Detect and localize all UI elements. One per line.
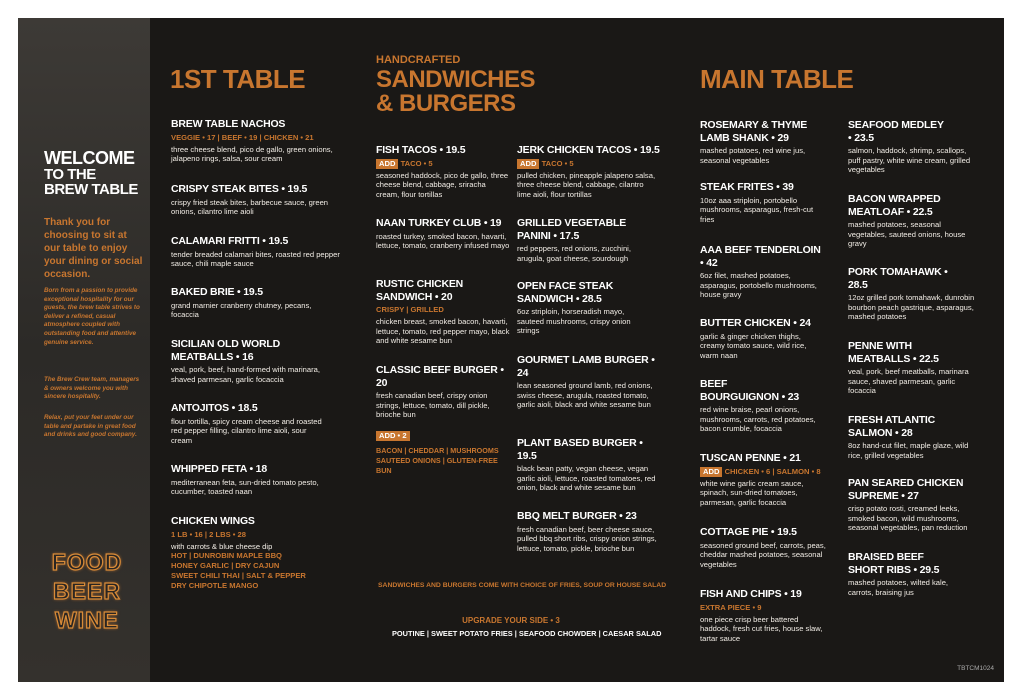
menu-item: [517, 437, 657, 493]
item-description: chicken breast, smoked bacon, havarti, lettuce, tomato, red pepper mayo, black and white sesame bun: [376, 317, 510, 346]
welcome-paragraph-1: Born from a passion to provide exceptional hospitality for our guests, the brew table strives to deliver a refined, casual atmosphere coupled with outstanding food and attentive genuine service.: [44, 287, 140, 346]
menu-item: [376, 278, 511, 346]
logo-beer: BEER: [53, 578, 121, 604]
menu-item: [517, 280, 647, 336]
menu-item: [848, 193, 973, 249]
item-description: mashed potatoes, seasonal vegetables, sauteed onions, house gravy: [848, 220, 966, 249]
item-description: veal, pork, beef, hand-formed with marinara, shaved parmesan, garlic focaccia: [171, 365, 320, 384]
item-description: roasted turkey, smoked bacon, havarti, lettuce, tomato, cranberry infused mayo: [376, 231, 510, 251]
item-description: crisp potato rosti, creamed leeks, smoked bacon, wild mushrooms, seasonal vegetables, pan reduction: [848, 504, 968, 533]
menu-item: [171, 515, 331, 591]
sandwiches-title-1: SANDWICHES: [376, 66, 536, 93]
burger-extras-2: SAUTEED ONIONS | GLUTEN-FREE BUN: [376, 455, 498, 475]
item-description: mediterranean feta, sun-dried tomato pesto, cucumber, toasted naan: [171, 477, 319, 497]
welcome-title: WELCOME TO THE BREW TABLE: [44, 148, 138, 198]
menu-item: [171, 183, 336, 217]
item-name: RUSTIC CHICKEN SANDWICH • 20: [376, 278, 464, 303]
menu-item: [848, 477, 976, 533]
item-description: crispy fried steak bites, barbecue sauce, green onions, cilantro lime aioli: [171, 197, 329, 217]
menu-item: [517, 144, 659, 199]
item-description: 6oz striploin, horseradish mayo, sauteed mushrooms, crispy onion strings: [517, 307, 631, 336]
welcome-subtitle-2: BREW TABLE: [44, 181, 138, 198]
wing-sauces-2: HONEY GARLIC | DRY CAJUN: [171, 561, 280, 571]
item-name: JERK CHICKEN TACOS • 19.5: [517, 144, 660, 156]
item-name: OPEN FACE STEAK SANDWICH • 28.5: [517, 280, 614, 305]
item-name: ROSEMARY & THYME LAMB SHANK • 29: [700, 119, 808, 144]
item-name: SICILIAN OLD WORLD MEATBALLS • 16: [171, 338, 280, 363]
logo-wine: WINE: [54, 607, 120, 633]
item-name: NAAN TURKEY CLUB • 19: [376, 217, 502, 229]
menu-item: [700, 244, 825, 300]
item-description: fresh canadian beef, crispy onion strings, lettuce, tomato, dill pickle, brioche bun: [376, 391, 490, 420]
item-name: BAKED BRIE • 19.5: [171, 286, 263, 298]
item-name: PORK TOMAHAWK • 28.5: [848, 266, 948, 291]
first-table-title: 1ST TABLE: [170, 64, 306, 94]
item-name: BEEF BOURGUIGNON • 23: [700, 378, 800, 403]
item-description: black bean patty, vegan cheese, vegan garlic aioli, lettuce, roasted tomatoes, red onion, black and white sesame bun: [517, 464, 656, 493]
item-description: red wine braise, pearl onions, mushrooms, carrots, red potatoes, bacon crumble, focaccia: [700, 405, 816, 434]
item-options: CRISPY | GRILLED: [376, 305, 444, 314]
item-name: STEAK FRITES • 39: [700, 181, 794, 193]
item-name: COTTAGE PIE • 19.5: [700, 526, 797, 538]
sides-note: SANDWICHES AND BURGERS COME WITH CHOICE OF FRIES, SOUP OR HOUSE SALAD: [378, 582, 667, 589]
item-options: 1 LB • 16 | 2 LBS • 28: [171, 529, 246, 539]
item-name: PLANT BASED BURGER • 19.5: [517, 437, 643, 462]
menu-item: [171, 402, 326, 445]
menu-item: [517, 354, 657, 410]
item-description: veal, pork, beef meatballs, marinara sauce, shaved parmesan, garlic focaccia: [848, 367, 969, 396]
item-description: seasoned ground beef, carrots, peas, cheddar mashed potatoes, seasonal vegetables: [700, 540, 826, 569]
item-name: CHICKEN WINGS: [171, 515, 255, 527]
menu-page: [18, 18, 1004, 682]
item-description: seasoned haddock, pico de gallo, three cheese blend, cabbage, sriracha cream, flour tortillas: [376, 170, 509, 199]
item-name: AAA BEEF TENDERLOIN • 42: [700, 244, 821, 269]
welcome-paragraph-2: The Brew Crew team, managers & owners welcome you with sincere hospitality.: [44, 376, 140, 401]
item-name: GRILLED VEGETABLE PANINI • 17.5: [517, 217, 626, 242]
upgrade-title: UPGRADE YOUR SIDE • 3: [462, 616, 560, 625]
item-description: mashed potatoes, wilted kale, carrots, braising jus: [848, 578, 949, 597]
item-name: CALAMARI FRITTI • 19.5: [171, 235, 289, 247]
item-description: lean seasoned ground lamb, red onions, swiss cheese, arugula, roasted tomato, garlic aioli, black and white sesame bun: [517, 381, 653, 410]
add-extras-tag: ADD • 2: [376, 431, 410, 441]
item-description: 10oz aaa striploin, portobello mushrooms, asparagus, fresh-cut fries: [700, 195, 814, 224]
menu-item: [848, 119, 976, 175]
item-add: ADD TACO • 5: [517, 159, 659, 169]
item-name: CRISPY STEAK BITES • 19.5: [171, 183, 308, 195]
item-name: BBQ MELT BURGER • 23: [517, 510, 637, 522]
item-name: SEAFOOD MEDLEY • 23.5: [848, 119, 944, 144]
menu-item: [700, 317, 825, 360]
item-description: 12oz grilled pork tomahawk, dunrobin bourbon peach gastrique, asparagus, mashed potatoes: [848, 293, 975, 322]
item-description: with carrots & blue cheese dip: [171, 541, 273, 551]
sandwiches-pretitle: HANDCRAFTED: [376, 54, 461, 66]
menu-item: [171, 463, 326, 497]
item-description: pulled chicken, pineapple jalapeno salsa, three cheese blend, cabbage, cilantro lime aioli, flour tortillas: [517, 170, 656, 199]
item-description: salmon, haddock, shrimp, scallops, puff pastry, white wine cream, grilled vegetables: [848, 146, 971, 175]
item-name: TUSCAN PENNE • 21: [700, 452, 801, 464]
menu-item: [848, 340, 973, 396]
item-name: FRESH ATLANTIC SALMON • 28: [848, 414, 936, 439]
menu-item: [848, 551, 968, 597]
welcome-sidebar: [18, 18, 150, 682]
menu-item: [700, 452, 828, 507]
welcome-intro: Thank you for choosing to sit at our table to enjoy your dining or social occasion.: [44, 217, 143, 280]
item-description: flour tortilla, spicy cream cheese and roasted red pepper filling, cilantro lime aioli, sour cream: [171, 416, 322, 445]
add-tag: ADD: [517, 159, 539, 169]
menu-item: [517, 510, 657, 553]
item-name: BACON WRAPPED MEATLOAF • 22.5: [848, 193, 941, 218]
item-description: tender breaded calamari bites, roasted red pepper sauce, chili maple sauce: [171, 249, 340, 269]
wing-sauces-3: SWEET CHILI THAI | SALT & PEPPER: [171, 571, 306, 581]
item-options: VEGGIE • 17 | BEEF • 19 | CHICKEN • 21: [171, 132, 314, 142]
menu-item: [848, 414, 976, 460]
item-description: three cheese blend, pico de gallo, green onions, jalapeno rings, salsa, sour cream: [171, 144, 333, 164]
menu-item: [700, 119, 832, 165]
add-tag: ADD: [700, 467, 722, 477]
item-name: FISH AND CHIPS • 19: [700, 588, 802, 600]
wing-sauces-1: HOT | DUNROBIN MAPLE BBQ: [171, 551, 282, 561]
menu-item: [171, 118, 346, 164]
item-description: red peppers, red onions, zucchini, arugula, goat cheese, sourdough: [517, 244, 631, 263]
item-description: mashed potatoes, red wine jus, seasonal vegetables: [700, 146, 806, 165]
item-name: ANTOJITOS • 18.5: [171, 402, 258, 414]
item-name: PENNE WITH MEATBALLS • 22.5: [848, 340, 939, 365]
menu-item: [517, 217, 647, 263]
menu-item: [700, 588, 830, 643]
burger-extras-1: BACON | CHEDDAR | MUSHROOMS: [376, 445, 499, 455]
menu-item: [171, 286, 321, 320]
item-name: BRAISED BEEF SHORT RIBS • 29.5: [848, 551, 940, 576]
welcome-subtitle-1: TO THE: [44, 166, 96, 183]
menu-item: [700, 526, 830, 569]
welcome-paragraph-3: Relax, put your feet under our table and partake in great food and drinks and good company.: [44, 414, 137, 439]
item-description: 6oz filet, mashed potatoes, asparagus, portobello mushrooms, house gravy: [700, 271, 817, 300]
menu-item: [171, 235, 341, 269]
item-description: fresh canadian beef, beer cheese sauce, pulled bbq short ribs, crispy onion strings, lettuce, tomato, pickle, brioche bun: [517, 524, 657, 553]
menu-code: TBTCM1024: [957, 665, 994, 672]
add-tag: ADD: [376, 159, 398, 169]
sandwiches-title-2: & BURGERS: [376, 90, 516, 117]
item-description: grand marnier cranberry chutney, pecans, focaccia: [171, 300, 312, 320]
item-options: EXTRA PIECE • 9: [700, 602, 762, 612]
item-name: BUTTER CHICKEN • 24: [700, 317, 811, 329]
menu-item: [700, 378, 816, 434]
main-table-title: MAIN TABLE: [700, 64, 854, 94]
item-description: one piece crisp beer battered haddock, fresh cut fries, house slaw, tartar sauce: [700, 614, 823, 643]
item-name: GOURMET LAMB BURGER • 24: [517, 354, 655, 379]
menu-item: [376, 217, 511, 251]
item-add: ADD TACO • 5: [376, 159, 511, 169]
upgrade-options: POUTINE | SWEET POTATO FRIES | SEAFOOD CHOWDER | CAESAR SALAD: [392, 629, 662, 638]
item-description: garlic & ginger chicken thighs, creamy tomato sauce, wild rice, warm naan: [700, 331, 807, 360]
wing-sauces-4: DRY CHIPOTLE MANGO: [171, 581, 259, 591]
menu-item: [376, 144, 511, 199]
item-name: WHIPPED FETA • 18: [171, 463, 267, 475]
item-name: FISH TACOS • 19.5: [376, 144, 466, 156]
menu-item: [171, 338, 331, 384]
item-description: white wine garlic cream sauce, spinach, sun-dried tomatoes, parmesan, garlic focaccia: [700, 478, 804, 507]
logo-food: FOOD: [51, 549, 123, 575]
menu-item: [848, 266, 976, 322]
item-name: CLASSIC BEEF BURGER • 20: [376, 364, 504, 389]
item-description: 8oz hand-cut filet, maple glaze, wild rice, grilled vegetables: [848, 441, 969, 460]
menu-item: [376, 364, 511, 476]
item-name: BREW TABLE NACHOS: [171, 118, 286, 130]
menu-item: [700, 181, 828, 224]
item-name: PAN SEARED CHICKEN SUPREME • 27: [848, 477, 964, 502]
item-add: ADD CHICKEN • 6 | SALMON • 8: [700, 467, 828, 477]
